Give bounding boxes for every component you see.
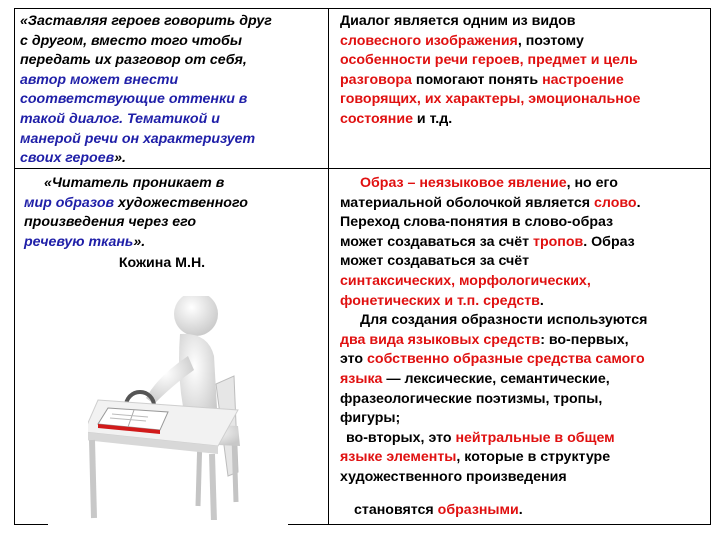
text-span: — лексические, семантические,: [382, 370, 610, 387]
decor-gap: [48, 520, 288, 528]
text-span: такой диалог. Тематикой и: [20, 110, 220, 127]
text-line: [20, 32, 320, 52]
text-line: [20, 110, 320, 130]
text-span: произведения через его: [24, 214, 197, 231]
text-span: ».: [133, 233, 146, 250]
person-reading-with-magnifier-icon: [88, 296, 288, 522]
text-span: фонетических и т.п. средств: [340, 292, 540, 309]
text-span: . Образ: [583, 233, 635, 250]
text-line: [340, 429, 710, 449]
text-line: [340, 409, 710, 429]
text-span: разговора: [340, 71, 412, 88]
text-span: автор может внести: [20, 71, 179, 88]
text-line: [340, 12, 710, 32]
text-span: слово: [594, 194, 637, 211]
text-line: [24, 233, 320, 253]
text-line: [20, 51, 320, 71]
text-line: [340, 90, 710, 110]
text-line: [340, 350, 710, 370]
text-line: [340, 252, 710, 272]
text-span: речевую ткань: [24, 233, 134, 250]
text-span: тропов: [533, 233, 584, 250]
text-span: передать их разговор от себя,: [20, 52, 247, 69]
text-span: помогают понять: [411, 71, 543, 88]
text-line: [340, 233, 710, 253]
text-span: фигуры;: [340, 410, 401, 427]
text-span: состояние: [340, 110, 413, 127]
text-span: во-вторых, это: [346, 429, 456, 446]
text-span: , поэтому: [517, 32, 584, 49]
quote-kozhina: [24, 174, 320, 274]
quote-dialogue: [20, 12, 320, 169]
text-span: Диалог является одним из видов: [340, 13, 576, 29]
text-span: настроение: [542, 71, 624, 88]
text-line: [340, 213, 710, 233]
text-span: может создаваться за счёт: [340, 253, 530, 270]
closing-line: [354, 502, 523, 518]
text-span: «Читатель проникает в: [44, 175, 225, 191]
text-line: [340, 448, 710, 468]
text-span: становятся: [354, 502, 438, 518]
text-span: художественного произведения: [340, 468, 567, 485]
text-span: : во-первых,: [540, 331, 629, 348]
text-span: особенности речи героев, предмет и цель: [340, 52, 638, 69]
text-span: образными: [437, 502, 519, 518]
text-span: фразеологические поэтизмы, тропы,: [340, 390, 603, 407]
text-line: [340, 32, 710, 52]
text-line: [340, 71, 710, 91]
dialogue-explanation: [340, 12, 710, 130]
text-line: [24, 213, 320, 233]
text-line: [340, 331, 710, 351]
text-line: [20, 71, 320, 91]
text-line: [340, 110, 710, 130]
text-span: Для создания образности используются: [360, 312, 648, 329]
text-span: собственно образные средства самого: [367, 351, 645, 368]
text-line: [20, 149, 320, 169]
text-span: , но его: [566, 175, 618, 191]
text-span: материальной оболочкой является: [340, 194, 594, 211]
row-divider-right: [328, 168, 711, 169]
text-line: [340, 311, 710, 331]
text-span: манерой речи он характеризует: [20, 130, 256, 147]
text-span: ».: [114, 150, 127, 167]
text-line: [20, 12, 320, 32]
text-span: языке элементы: [340, 449, 457, 466]
text-span: может создаваться за счёт: [340, 233, 534, 250]
text-span: нейтральные в общем: [455, 429, 615, 446]
column-divider: [328, 8, 329, 525]
text-line: [340, 194, 710, 214]
image-explanation: [340, 174, 710, 488]
text-span: два вида языковых средств: [340, 331, 541, 348]
text-span: языка: [340, 370, 383, 387]
text-span: художественного: [114, 194, 248, 211]
text-line: [340, 292, 710, 312]
text-span: Переход слова-понятия в слово-образ: [340, 214, 614, 231]
text-span: «Заставляя героев говорить друг: [20, 13, 272, 29]
text-span: .: [539, 292, 544, 309]
text-line: [340, 390, 710, 410]
text-line: [24, 194, 320, 214]
text-span: своих героев: [20, 150, 115, 167]
text-line: [20, 130, 320, 150]
text-line: [340, 51, 710, 71]
text-span: синтаксических, морфологических,: [340, 272, 591, 289]
text-line: [340, 370, 710, 390]
text-span: соответствующие оттенки в: [20, 91, 248, 108]
text-line: [20, 90, 320, 110]
text-line: [24, 174, 320, 194]
text-line: [340, 272, 710, 292]
text-span: и т.д.: [412, 110, 453, 127]
text-span: говорящих, их характеры, эмоциональное: [340, 91, 641, 108]
text-span: .: [518, 502, 523, 518]
text-span: с другом, вместо того чтобы: [20, 32, 242, 49]
text-line: [340, 468, 710, 488]
text-span: Образ – неязыковое явление: [360, 175, 567, 191]
text-span: .: [636, 194, 641, 211]
text-line: [340, 174, 710, 194]
text-span: мир образов: [24, 194, 115, 211]
text-span: это: [340, 351, 368, 368]
text-span: , которые в структуре: [456, 449, 611, 466]
text-span: словесного изображения: [340, 32, 518, 49]
quote-author: Кожина М.Н.: [118, 255, 206, 272]
